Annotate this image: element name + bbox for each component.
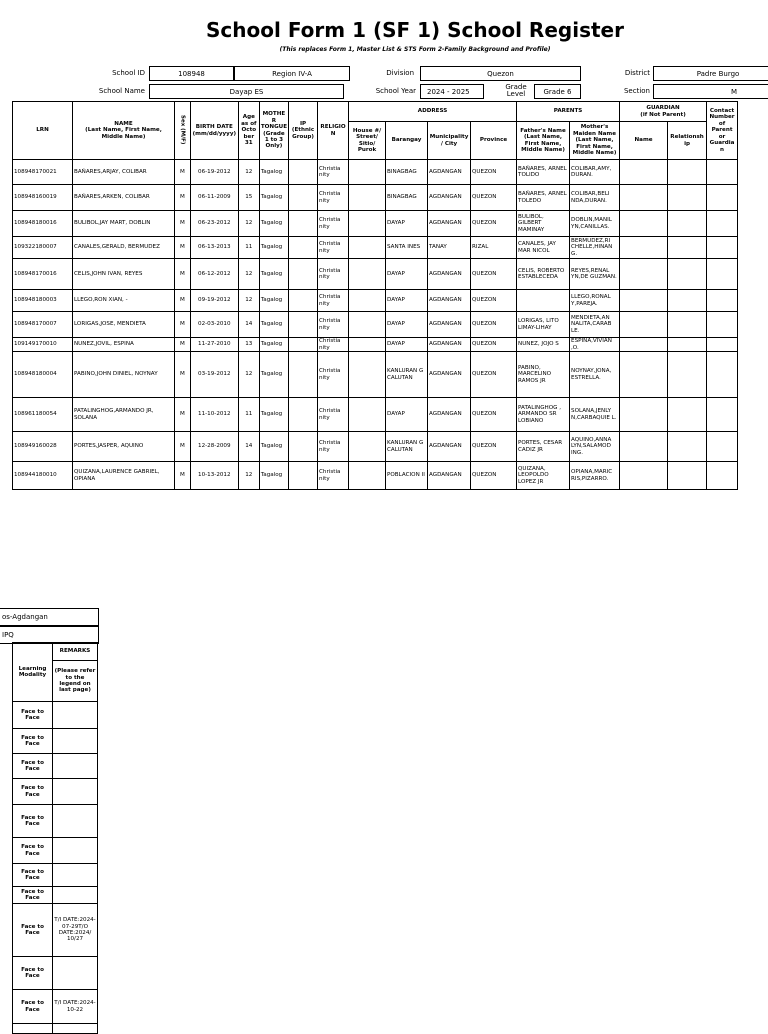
remarks-row: [13, 838, 98, 864]
modality-cell: Face to Face: [13, 838, 53, 864]
contact-cell: [707, 398, 738, 432]
religion-cell: Christia nity: [318, 462, 349, 490]
learning-modality-header: Learning Modality: [13, 643, 53, 702]
region-field: Region IV-A: [234, 66, 350, 81]
contact-cell: [707, 185, 738, 211]
age-header: Age as of Octo ber 31: [238, 102, 259, 160]
modality-cell: Face to Face: [13, 957, 53, 990]
guardian-relationship-cell: [668, 185, 707, 211]
remarks-row: [13, 779, 98, 805]
mother-cell: MENDIETA,AN NALITA,CARAB LE.: [570, 312, 620, 338]
contact-cell: [707, 338, 738, 352]
father-cell: PABINO, MARCELINO RAMOS JR: [517, 352, 570, 398]
section-continuation: IPQ: [0, 626, 99, 644]
sex-cell: M: [175, 432, 191, 462]
modality-cell: Face to Face: [13, 779, 53, 805]
birth-date-cell: 06-12-2012: [190, 259, 238, 290]
ip-cell: [289, 290, 318, 312]
lrn-cell: 108948170021: [13, 160, 73, 185]
province-cell: QUEZON: [471, 398, 517, 432]
house-cell: [349, 185, 386, 211]
remarks-cell: [53, 805, 98, 838]
barangay-cell: DAYAP: [386, 211, 428, 237]
district-field: Padre Burgo: [653, 66, 768, 81]
student-row: [13, 211, 738, 237]
birth-date-cell: 12-28-2009: [190, 432, 238, 462]
barangay-header: Barangay: [386, 122, 428, 160]
guardian-relationship-cell: [668, 398, 707, 432]
birth-date-cell: 06-11-2009: [190, 185, 238, 211]
guardian-relationship-cell: [668, 312, 707, 338]
municipality-cell: AGDANGAN: [428, 398, 471, 432]
guardian-name-cell: [620, 160, 668, 185]
mother-tongue-cell: Tagalog: [259, 185, 288, 211]
guardian-name-cell: [620, 398, 668, 432]
religion-cell: Christia nity: [318, 398, 349, 432]
remarks-row: [13, 864, 98, 887]
house-cell: [349, 338, 386, 352]
page-title: School Form 1 (SF 1) School Register: [206, 18, 624, 42]
name-cell: LLEGO,RON XIAN, -: [73, 290, 175, 312]
house-cell: [349, 259, 386, 290]
religion-cell: Christia nity: [318, 290, 349, 312]
father-cell: [517, 290, 570, 312]
sex-cell: M: [175, 237, 191, 259]
division-label: Division: [386, 69, 414, 77]
name-cell: PATALINGHOG,ARMANDO JR, SOLANA: [73, 398, 175, 432]
guardian-name-cell: [620, 352, 668, 398]
student-row: [13, 160, 738, 185]
guardian-name-cell: [620, 290, 668, 312]
municipality-cell: AGDANGAN: [428, 352, 471, 398]
guardian-name-cell: [620, 338, 668, 352]
birth-date-cell: 02-03-2010: [190, 312, 238, 338]
lrn-cell: 108949160028: [13, 432, 73, 462]
guardian-relationship-cell: [668, 237, 707, 259]
municipality-cell: TANAY: [428, 237, 471, 259]
province-cell: QUEZON: [471, 160, 517, 185]
mother-cell: ESPINA,VIVIAN ,O.: [570, 338, 620, 352]
mother-tongue-cell: Tagalog: [259, 211, 288, 237]
municipality-cell: AGDANGAN: [428, 259, 471, 290]
name-cell: LORIGAS,JOSE, MENDIETA: [73, 312, 175, 338]
father-cell: LORIGAS, LITO LIMAY-LIHAY: [517, 312, 570, 338]
house-cell: [349, 237, 386, 259]
modality-cell: Face to Face: [13, 805, 53, 838]
municipality-header: Municipality / City: [428, 122, 471, 160]
remarks-row: [13, 957, 98, 990]
student-row: [13, 259, 738, 290]
barangay-cell: SANTA INES: [386, 237, 428, 259]
school-year-label: School Year: [375, 87, 416, 95]
remarks-header: REMARKS: [53, 643, 98, 661]
student-row: [13, 290, 738, 312]
modality-cell: Face to Face: [13, 887, 53, 904]
address-header: ADDRESS: [349, 102, 517, 122]
mother-tongue-cell: Tagalog: [259, 352, 288, 398]
mother-cell: NOYNAY,JONA, ESTRELLA.: [570, 352, 620, 398]
school-id-field: 108948: [149, 66, 234, 81]
school-id-label: School ID: [112, 69, 145, 77]
municipality-cell: AGDANGAN: [428, 462, 471, 490]
contact-cell: [707, 352, 738, 398]
lrn-header: LRN: [13, 102, 73, 160]
ip-cell: [289, 211, 318, 237]
ip-cell: [289, 352, 318, 398]
barangay-cell: DAYAP: [386, 398, 428, 432]
municipality-cell: AGDANGAN: [428, 185, 471, 211]
house-cell: [349, 160, 386, 185]
name-header: NAME (Last Name, First Name, Middle Name): [73, 102, 175, 160]
religion-cell: Christia nity: [318, 237, 349, 259]
guardian-name-cell: [620, 211, 668, 237]
sex-cell: M: [175, 398, 191, 432]
father-cell: PORTES, CESAR CADIZ JR: [517, 432, 570, 462]
remarks-cell: [53, 729, 98, 754]
age-cell: 12: [238, 352, 259, 398]
ip-cell: [289, 237, 318, 259]
student-row: [13, 398, 738, 432]
lrn-cell: 108948170007: [13, 312, 73, 338]
name-cell: PABINO,JOHN DINIEL, NOYNAY: [73, 352, 175, 398]
age-cell: 11: [238, 237, 259, 259]
remarks-row: [13, 729, 98, 754]
mother-tongue-header: MOTHE R TONGUE (Grade 1 to 3 Only): [259, 102, 288, 160]
barangay-cell: KANLURAN G CALUTAN: [386, 352, 428, 398]
guardian-relationship-cell: [668, 352, 707, 398]
sex-cell: M: [175, 312, 191, 338]
name-cell: BAÑARES,ARKEN, COLIBAR: [73, 185, 175, 211]
mother-tongue-cell: Tagalog: [259, 259, 288, 290]
student-row: [13, 338, 738, 352]
lrn-cell: 108948180016: [13, 211, 73, 237]
mother-cell: DOBLIN,MANIL YN,CANILLAS.: [570, 211, 620, 237]
birth-date-header: BIRTH DATE (mm/dd/yyyy): [190, 102, 238, 160]
name-cell: CANALES,GERALD, BERMUDEZ: [73, 237, 175, 259]
religion-header: RELIGIO N: [318, 102, 349, 160]
father-cell: CELIS, ROBERTO ESTABLECEDA: [517, 259, 570, 290]
barangay-cell: BINAGBAG: [386, 160, 428, 185]
lrn-cell: 108948160019: [13, 185, 73, 211]
ip-cell: [289, 259, 318, 290]
remarks-cell: [53, 754, 98, 779]
age-cell: 11: [238, 398, 259, 432]
student-row: [13, 185, 738, 211]
remarks-row: [13, 754, 98, 779]
sex-header: Sex (M/F): [175, 102, 191, 160]
ip-cell: [289, 312, 318, 338]
remarks-cell: [53, 779, 98, 805]
lrn-cell: 108948180003: [13, 290, 73, 312]
mother-tongue-cell: Tagalog: [259, 160, 288, 185]
mother-cell: REYES,RENAL YN,DE GUZMAN.: [570, 259, 620, 290]
father-cell: BAÑARES, ARNEL TOLIDO: [517, 160, 570, 185]
remarks-row: [13, 904, 98, 957]
guardian-name-cell: [620, 185, 668, 211]
school-name-field: Dayap ES: [149, 84, 344, 99]
barangay-cell: DAYAP: [386, 259, 428, 290]
district-continuation: os-Agdangan: [0, 608, 99, 626]
mother-cell: COLIBAR,BELI NDA,DURAN.: [570, 185, 620, 211]
contact-cell: [707, 432, 738, 462]
modality-cell: Face to Face: [13, 904, 53, 957]
sex-cell: M: [175, 462, 191, 490]
ip-cell: [289, 338, 318, 352]
division-field: Quezon: [420, 66, 581, 81]
register-table: [12, 101, 738, 490]
religion-cell: Christia nity: [318, 211, 349, 237]
municipality-cell: AGDANGAN: [428, 312, 471, 338]
birth-date-cell: 11-27-2010: [190, 338, 238, 352]
age-cell: 14: [238, 432, 259, 462]
student-row: [13, 432, 738, 462]
guardian-header: GUARDIAN (if Not Parent): [620, 102, 707, 122]
barangay-cell: DAYAP: [386, 312, 428, 338]
ip-cell: [289, 398, 318, 432]
age-cell: 12: [238, 462, 259, 490]
section-field: M: [653, 84, 768, 99]
guardian-relationship-header: Relationsh ip: [668, 122, 707, 160]
age-cell: 14: [238, 312, 259, 338]
guardian-name-cell: [620, 259, 668, 290]
father-cell: NUNEZ, JOJO S: [517, 338, 570, 352]
guardian-relationship-cell: [668, 290, 707, 312]
district-label: District: [624, 69, 650, 77]
contact-cell: [707, 259, 738, 290]
lrn-cell: 108944180010: [13, 462, 73, 490]
modality-cell: [13, 1024, 53, 1034]
remarks-subheader: (Please refer to the legend on last page): [53, 661, 98, 702]
sex-cell: M: [175, 290, 191, 312]
province-cell: QUEZON: [471, 352, 517, 398]
mother-tongue-cell: Tagalog: [259, 338, 288, 352]
birth-date-cell: 03-19-2012: [190, 352, 238, 398]
guardian-name-cell: [620, 312, 668, 338]
ip-cell: [289, 462, 318, 490]
birth-date-cell: 11-10-2012: [190, 398, 238, 432]
ip-cell: [289, 432, 318, 462]
remarks-cell: [53, 838, 98, 864]
barangay-cell: BINAGBAG: [386, 185, 428, 211]
mother-tongue-cell: Tagalog: [259, 462, 288, 490]
father-header: Father's Name (Last Name, First Name, Middle Name): [517, 122, 570, 160]
mother-tongue-cell: Tagalog: [259, 432, 288, 462]
barangay-cell: KANLURAN G CALUTAN: [386, 432, 428, 462]
student-row: [13, 462, 738, 490]
contact-header: Contact Number of Parent or Guardia n: [707, 102, 738, 160]
father-cell: PATALINGHOG , ARMANDO SR LOBIANO: [517, 398, 570, 432]
birth-date-cell: 06-19-2012: [190, 160, 238, 185]
modality-cell: Face to Face: [13, 754, 53, 779]
municipality-cell: AGDANGAN: [428, 211, 471, 237]
guardian-name-cell: [620, 237, 668, 259]
province-cell: QUEZON: [471, 185, 517, 211]
religion-cell: Christia nity: [318, 352, 349, 398]
contact-cell: [707, 237, 738, 259]
lrn-cell: 109322180007: [13, 237, 73, 259]
province-cell: QUEZON: [471, 462, 517, 490]
student-row: [13, 237, 738, 259]
mother-cell: AQUINO,ANNA LYN,SALAMOD ING.: [570, 432, 620, 462]
remarks-cell: [53, 887, 98, 904]
guardian-name-cell: [620, 432, 668, 462]
sex-cell: M: [175, 259, 191, 290]
name-cell: PORTES,JASPER, AQUINO: [73, 432, 175, 462]
province-cell: QUEZON: [471, 338, 517, 352]
remarks-cell: T/I DATE:2024-10-22: [53, 990, 98, 1024]
contact-cell: [707, 462, 738, 490]
religion-cell: Christia nity: [318, 185, 349, 211]
house-cell: [349, 211, 386, 237]
sex-cell: M: [175, 160, 191, 185]
province-cell: QUEZON: [471, 312, 517, 338]
province-cell: QUEZON: [471, 211, 517, 237]
age-cell: 12: [238, 160, 259, 185]
municipality-cell: AGDANGAN: [428, 160, 471, 185]
religion-cell: Christia nity: [318, 312, 349, 338]
age-cell: 12: [238, 290, 259, 312]
name-cell: BULIBOL,JAY MART, DOBLIN: [73, 211, 175, 237]
school-name-label: School Name: [98, 87, 145, 95]
name-cell: CELIS,JOHN IVAN, REYES: [73, 259, 175, 290]
municipality-cell: AGDANGAN: [428, 338, 471, 352]
mother-cell: COLIBAR,AMY, DURAN.: [570, 160, 620, 185]
house-cell: [349, 398, 386, 432]
province-cell: QUEZON: [471, 432, 517, 462]
sex-cell: M: [175, 338, 191, 352]
age-cell: 13: [238, 338, 259, 352]
remarks-row: [13, 1024, 98, 1034]
remarks-cell: [53, 957, 98, 990]
student-row: [13, 352, 738, 398]
modality-cell: Face to Face: [13, 729, 53, 754]
mother-tongue-cell: Tagalog: [259, 398, 288, 432]
contact-cell: [707, 160, 738, 185]
modality-cell: Face to Face: [13, 702, 53, 729]
lrn-cell: 108948170016: [13, 259, 73, 290]
barangay-cell: POBLACION II: [386, 462, 428, 490]
parents-header: PARENTS: [517, 102, 620, 122]
remarks-cell: [53, 1024, 98, 1034]
contact-cell: [707, 312, 738, 338]
religion-cell: Christia nity: [318, 338, 349, 352]
name-cell: NUNEZ,JOVIL, ESPINA: [73, 338, 175, 352]
modality-cell: Face to Face: [13, 990, 53, 1024]
remarks-row: [13, 805, 98, 838]
province-header: Province: [471, 122, 517, 160]
mother-cell: SOLANA,JENLY N,CARBAQUIE L.: [570, 398, 620, 432]
student-row: [13, 312, 738, 338]
province-cell: QUEZON: [471, 259, 517, 290]
contact-cell: [707, 290, 738, 312]
name-cell: QUIZANA,LAURENCE GABRIEL, OPIANA: [73, 462, 175, 490]
mother-cell: LLEGO,RONAL Y,PAREJA.: [570, 290, 620, 312]
lrn-cell: 108961180054: [13, 398, 73, 432]
age-cell: 15: [238, 185, 259, 211]
sex-cell: M: [175, 211, 191, 237]
mother-tongue-cell: Tagalog: [259, 290, 288, 312]
house-cell: [349, 432, 386, 462]
guardian-name-header: Name: [620, 122, 668, 160]
mother-header: Mother's Maiden Name (Last Name, First Name, Middle Name): [570, 122, 620, 160]
remarks-table: [12, 642, 98, 1034]
father-cell: BAÑARES, ARNEL TOLEDO: [517, 185, 570, 211]
birth-date-cell: 10-13-2012: [190, 462, 238, 490]
birth-date-cell: 06-23-2012: [190, 211, 238, 237]
municipality-cell: AGDANGAN: [428, 432, 471, 462]
municipality-cell: AGDANGAN: [428, 290, 471, 312]
grade-level-field: Grade 6: [534, 84, 581, 99]
remarks-cell: [53, 864, 98, 887]
age-cell: 12: [238, 259, 259, 290]
province-cell: QUEZON: [471, 290, 517, 312]
guardian-relationship-cell: [668, 259, 707, 290]
remarks-row: [13, 702, 98, 729]
remarks-cell: T/I DATE:2024-07-29T/O DATE:2024/ 10/27: [53, 904, 98, 957]
mother-tongue-cell: Tagalog: [259, 312, 288, 338]
father-cell: QUIZANA, LEOPOLDO LOPEZ JR: [517, 462, 570, 490]
barangay-cell: DAYAP: [386, 338, 428, 352]
contact-cell: [707, 211, 738, 237]
guardian-relationship-cell: [668, 211, 707, 237]
remarks-row: [13, 887, 98, 904]
guardian-relationship-cell: [668, 462, 707, 490]
guardian-relationship-cell: [668, 338, 707, 352]
page-subtitle: (This replaces Form 1, Master List & STS Form 2-Family Background and Profile): [279, 46, 551, 53]
house-header: House #/ Street/ Sitio/ Purok: [349, 122, 386, 160]
remarks-cell: [53, 702, 98, 729]
ip-cell: [289, 185, 318, 211]
barangay-cell: DAYAP: [386, 290, 428, 312]
grade-level-label: Grade Level: [505, 83, 527, 98]
guardian-relationship-cell: [668, 160, 707, 185]
religion-cell: Christia nity: [318, 259, 349, 290]
guardian-name-cell: [620, 462, 668, 490]
modality-cell: Face to Face: [13, 864, 53, 887]
ip-cell: [289, 160, 318, 185]
guardian-relationship-cell: [668, 432, 707, 462]
mother-cell: OPIANA,MARIC RIS,PIZARRO.: [570, 462, 620, 490]
house-cell: [349, 352, 386, 398]
house-cell: [349, 312, 386, 338]
lrn-cell: 109149170010: [13, 338, 73, 352]
mother-tongue-cell: Tagalog: [259, 237, 288, 259]
school-year-field: 2024 - 2025: [420, 84, 484, 99]
father-cell: CANALES, JAY MAR NICOL: [517, 237, 570, 259]
ip-header: IP (Ethnic Group): [289, 102, 318, 160]
lrn-cell: 108948180004: [13, 352, 73, 398]
birth-date-cell: 06-13-2013: [190, 237, 238, 259]
house-cell: [349, 290, 386, 312]
sex-cell: M: [175, 352, 191, 398]
age-cell: 12: [238, 211, 259, 237]
section-label: Section: [623, 87, 650, 95]
birth-date-cell: 09-19-2012: [190, 290, 238, 312]
mother-cell: BERMUDEZ,RI CHELLE,HINAN G.: [570, 237, 620, 259]
sex-cell: M: [175, 185, 191, 211]
house-cell: [349, 462, 386, 490]
remarks-row: [13, 990, 98, 1024]
father-cell: BULIBOL, GILBERT MAMINAY: [517, 211, 570, 237]
province-cell: RIZAL: [471, 237, 517, 259]
name-cell: BAÑARES,ARJAY, COLIBAR: [73, 160, 175, 185]
religion-cell: Christia nity: [318, 160, 349, 185]
religion-cell: Christia nity: [318, 432, 349, 462]
